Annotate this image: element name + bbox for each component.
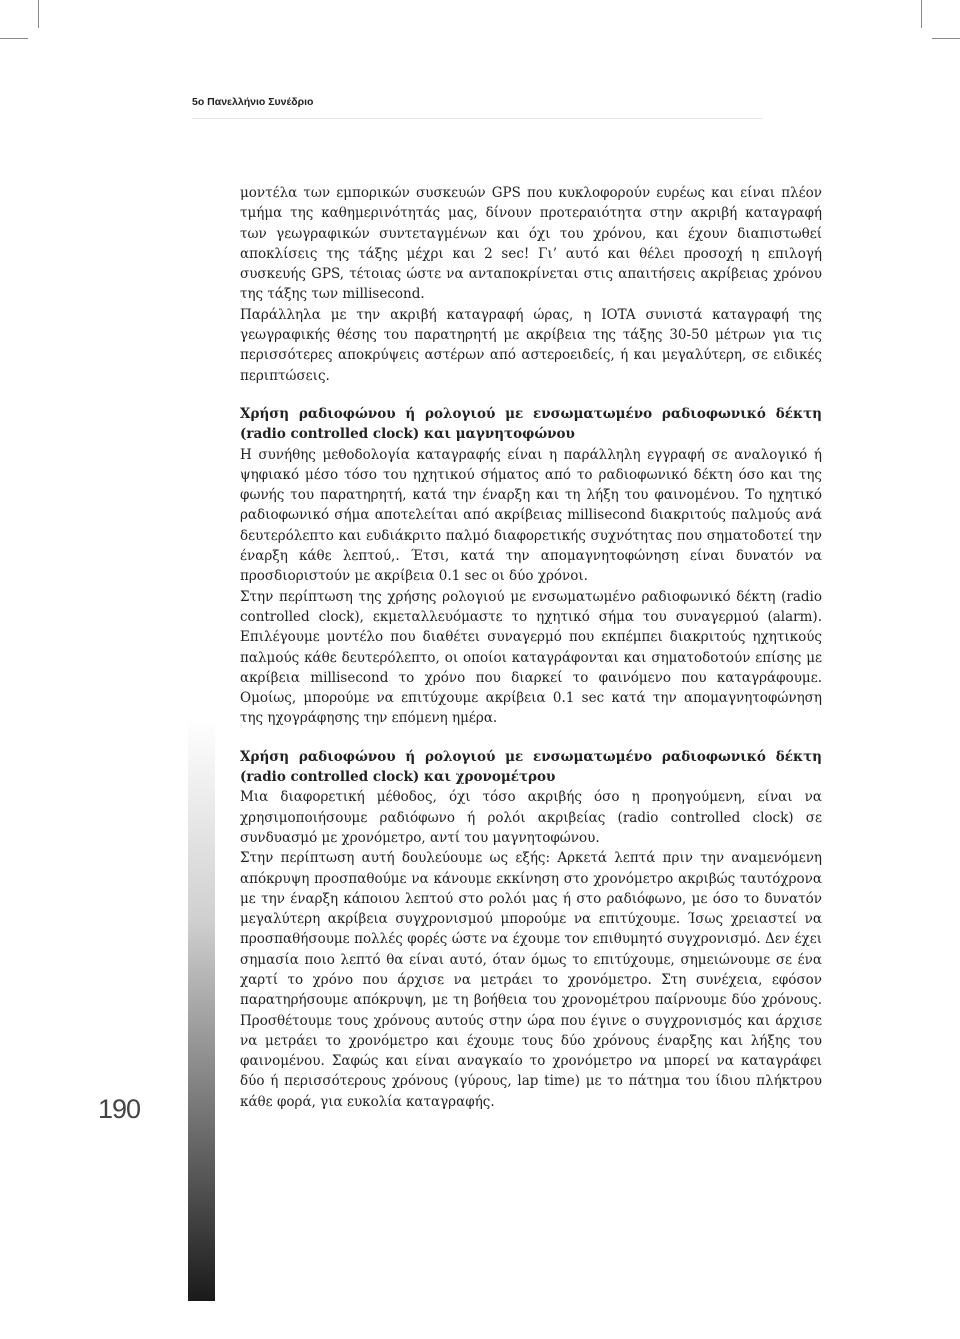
running-header: 5ο Πανελλήνιο Συνέδριο xyxy=(192,96,314,108)
paragraph: Μια διαφορετική μέθοδος, όχι τόσο ακριβής όσο η προηγούμενη, είναι να χρησιμοποιήσουμε ραδιόφωνο ή ρολόι ακριβείας (radio controlled clock) σε συνδυασμό με χρονόμετρο, αντί του μαγνητοφώνου. xyxy=(240,789,822,846)
section-gap xyxy=(240,729,822,747)
crop-mark-top-left xyxy=(38,0,39,28)
paragraph: Στην περίπτωση αυτή δουλεύουμε ως εξής: Αρκετά λεπτά πριν την αναμενόμενη απόκρυψη προσπαθούμε να κάνουμε εκκίνηση στο χρονόμετρο ακριβώς ταυτόχρονα με την έναρξη κάποιου λεπτού στο ρολόι μας ή στο ραδιόφωνο, με όσο το δυνατόν μεγαλύτερη ακρίβεια συγχρονισμού μπορούμε να επιτύχουμε. Ίσως χρειαστεί να προσπαθήσουμε πολλές φορές ώστε να έχουμε τον επιθυμητό συγχρονισμό. Δεν έχει σημασία ποιο λεπτό θα είναι αυτό, όταν όμως το επιτύχουμε, σημειώνουμε σε ένα χαρτί το χρόνο που άρχισε να μετράει το χρονόμετρο. Στη συνέχεια, εφόσον παρατηρήσουμε απόκρυψη, με τη βοήθεια του χρονομέτρου παίρνουμε δύο χρόνους. Προσθέτουμε τους χρόνους αυτούς στην ώρα που έγινε ο συγχρονισμός και άρχισε να μετράει το χρονόμετρο και έχουμε τους δύο χρόνους έναρξης και λήξης του φαινομένου. Σαφώς και είναι αναγκαίο το χρονόμετρο να μπορεί να καταγράφει δύο ή περισσότερους χρόνους (γύρους, lap time) με το πάτημα του ίδιου πλήκτρου κάθε φορά, για ευκολία καταγραφής. xyxy=(240,850,822,1110)
header-rule xyxy=(192,118,762,119)
paragraph: Παράλληλα με την ακριβή καταγραφή ώρας, η IOTA συνιστά καταγραφή της γεωγραφικής θέσης του παρατηρητή με ακρίβεια της τάξης 30-50 μέτρων για τις περισσότερες αποκρύψεις αστέρων από αστεροειδείς, ή και μεγαλύτερη, σε ειδικές περιπτώσεις. xyxy=(240,306,822,384)
crop-mark-top-right-h xyxy=(932,38,960,39)
page-number: 190 xyxy=(98,1094,141,1124)
paragraph: Η συνήθης μεθοδολογία καταγραφής είναι η παράλληλη εγγραφή σε αναλογικό ή ψηφιακό μέσο τόσο του ηχητικού σήματος από το ραδιοφωνικό δέκτη όσο και της φωνής του παρατηρητή, κατά την έναρξη και τη λήξη του φαινομένου. Το ηχητικό ραδιοφωνικό σήμα αποτελείται από ακρίβειας millisecond διακριτούς παλμούς ανά δευτερόλεπτο και ευδιάκριτο παλμό διαφορετικής συχνότητας που σηματοδοτεί την έναρξη κάθε λεπτού,. Έτσι, κατά την απομαγνητοφώνηση είναι δυνατόν να προσδιοριστούν με ακρίβεια 0.1 sec οι δύο χρόνοι. xyxy=(240,446,822,585)
side-gradient-bar xyxy=(188,718,215,1301)
paragraph: Στην περίπτωση της χρήσης ρολογιού με ενσωματωμένο ραδιοφωνικό δέκτη (radio controlled clock), εκμεταλλευόμαστε το ηχητικό σήμα του συναγερμού (alarm). Επιλέγουμε μοντέλο που διαθέτει συναγερμό που εκπέμπει διακριτούς ηχητικούς παλμούς κάθε δευτερόλεπτο, οι οποίοι καταγράφονται και σηματοδοτούν επίσης με ακρίβεια millisecond το χρόνο που διαρκεί το φαινόμενο που καταγράφουμε. Ομοίως, μπορούμε να επιτύχουμε ακρίβεια 0.1 sec κατά την απομαγνητοφώνηση της ηχογράφησης την επόμενη ημέρα. xyxy=(240,588,822,727)
main-text xyxy=(240,183,822,1112)
crop-mark-top-left-h xyxy=(0,38,28,39)
section-heading-stopwatch: Χρήση ραδιοφώνου ή ρολογιού με ενσωματωμένο ραδιοφωνικό δέκτη (radio controlled clock) και χρονομέτρου xyxy=(240,748,822,786)
paragraph: μοντέλα των εμπορικών συσκευών GPS που κυκλοφορούν ευρέως και είναι πλέον τμήμα της καθημερινότητάς μας, δίνουν προτεραιότητα στην ακριβή καταγραφή των γεωγραφικών συντεταγμένων και όχι του χρόνου, και έχουν διαπιστωθεί αποκλίσεις της τάξης μέχρι και 2 sec! Γι’ αυτό και θέλει προσοχή η επιλογή συσκευής GPS, τέτοιας ώστε να ανταποκρίνεται στις απαιτήσεις ακρίβειας χρόνου της τάξης των millisecond. xyxy=(240,185,822,303)
section-gap xyxy=(240,386,822,404)
section-heading-tape: Χρήση ραδιοφώνου ή ρολογιού με ενσωματωμένο ραδιοφωνικό δέκτη (radio controlled clock) και μαγνητοφώνου xyxy=(240,405,822,443)
crop-mark-top-right xyxy=(921,0,922,28)
